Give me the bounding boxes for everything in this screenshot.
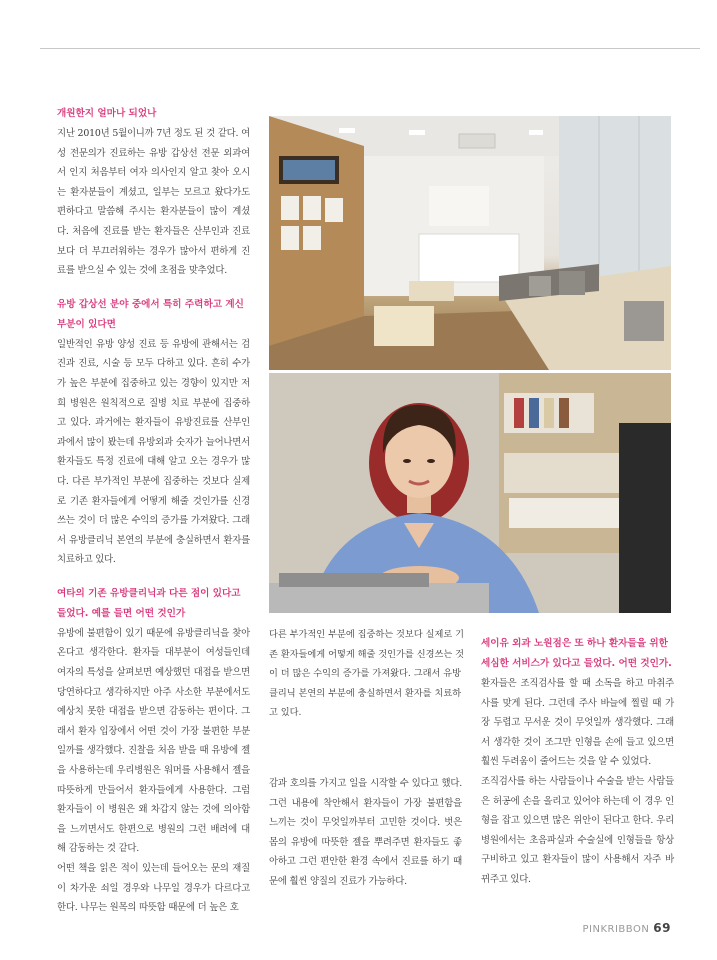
answer-difference-end: 감과 호의를 가지고 일을 시작할 수 있다고 했다. 그런 내용에 착안해서 환자들이 가장 불편함을 느끼는 것이 무엇일까부터 고민한 것이다. 벗은 몸의 유방에 따뜻한 젤을 뿌려주면 환자들도 좋아하고 그런 편안한 환경 속에서 진료를 하기 때문에 훨씬 양질의 진료가 가능하다. [269,778,462,887]
page-number: 69 [653,921,671,935]
top-rule [40,48,700,49]
right-column [481,634,674,890]
footer-brand: PINKRIBBON [582,924,650,935]
question-difference: 여타의 기존 유방클리닉과 다른 점이 있다고 들었다. 예를 들면 어떤 것인가 [57,587,241,619]
pull-quote: 다른 부가적인 부분에 집중하는 것보다 실제로 기존 환자들에게 어떻게 해줄 것인가를 신경쓰는 것이 더 많은 수익의 증가를 가져왔다. 그래서 유방클리닉 본연의 부분에 충실하면서 환자를 치료하고 있다. [269,629,465,719]
answer-service-continued: 조직검사를 하는 사람들이나 수술을 받는 사람들은 허공에 손을 올리고 있어야 하는데 이 경우 인형을 잡고 있으면 많은 위안이 된다고 한다. 우리 병원에서는 초음파실과 수술실에 인형들을 항상 구비하고 있고 환자들이 많이 사용해서 자주 바뀌주고 있다. [481,775,674,885]
question-opening: 개원한지 얼마나 되었나 [57,108,157,119]
answer-focus: 일반적인 유방 양성 진료 등 유방에 관해서는 검진과 진료, 시술 등 모두 다하고 있다. 흔히 수가가 높은 부분에 집중하고 있는 경향이 있지만 저희 병원은 원칙적으로 질병 치료 부분에 집중하고 있다. 과거에는 환자들이 유방진료를 산부인과에서 많이 봤는데 유방외과 숫자가 늘어나면서 환자들도 특정 진료에 대해 알고 오는 경우가 많다. 다른 부가적인 부분에 집중하는 것보다 실제로 기존 환자들에게 어떻게 해줄 것인가를 신경쓰는 것이 더 많은 수익의 증가를 가져왔다. 그래서 유방클리닉 본연의 부분에 충실하면서 환자를 치료하고 있다. [57,338,250,566]
answer-difference-continued: 어떤 책을 읽은 적이 있는데 들어오는 문의 재질이 차가운 쇠일 경우와 나무일 경우가 다르다고 한다. 나무는 원목의 따뜻함 때문에 더 높은 호 [57,863,250,914]
answer-service: 환자들은 조직검사를 할 때 소독을 하고 마취주사를 맞게 된다. 그런데 주사 바늘에 찔릴 때 가장 두렵고 무서운 것이 무엇일까 생각했다. 그래서 생각한 것이 조그만 인형을 손에 들고 있으면 훨씬 두려움이 줄어드는 것을 알 수 있었다. [481,678,674,768]
question-service: 세이유 외과 노원점은 또 하나 환자들을 위한 세심한 서비스가 있다고 들었다. 어떤 것인가. [481,638,672,669]
question-focus: 유방 갑상선 분야 중에서 특히 주력하고 계신 부분이 있다면 [57,298,244,330]
left-column [57,104,250,918]
middle-column [269,774,462,892]
answer-difference: 유방에 불편함이 있기 때문에 유방클리닉을 찾아온다고 생각한다. 환자들 대부분이 여성들인데 여자의 특성을 살펴보면 예상했던 대접을 받으면 당연하다고 생각하지만 아주 사소한 부분에서도 예상치 못한 대접을 받으면 감동하는 편이다. 그래서 환자 입장에서 어떤 것이 가장 불편한 부분일까를 생각했다. 진찰을 처음 받을 때 유방에 젤을 사용하는데 우리병원은 워머를 사용해서 젤을 따뜻하게 만들어서 환자들에게 사용한다. 그럼 환자들이 이 병원은 왜 차갑지 않는 것에 의아함을 느끼면서도 한편으로 병원의 그런 배려에 대해 감동하는 것 같다. [57,627,250,855]
page-footer [582,921,671,935]
answer-opening: 지난 2010년 5월이니까 7년 정도 된 것 같다. 여성 전문의가 진료하는 유방 갑상선 전문 외과여서 인지 처음부터 여자 의사인지 알고 찾아 오시는 환자분들이 계셨고, 일부는 모르고 왔다가도 편하다고 말씀해 주시는 환자분들이 많이 계셨다. 처음에 진료를 받는 환자들은 산부인과 진료보다 더 부끄러워하는 경우가 많아서 편하게 진료를 받으실 수 있는 것에 초점을 맞추었다. [57,128,250,277]
clinic-lobby-photo [269,116,671,370]
doctor-portrait-photo [269,373,671,613]
